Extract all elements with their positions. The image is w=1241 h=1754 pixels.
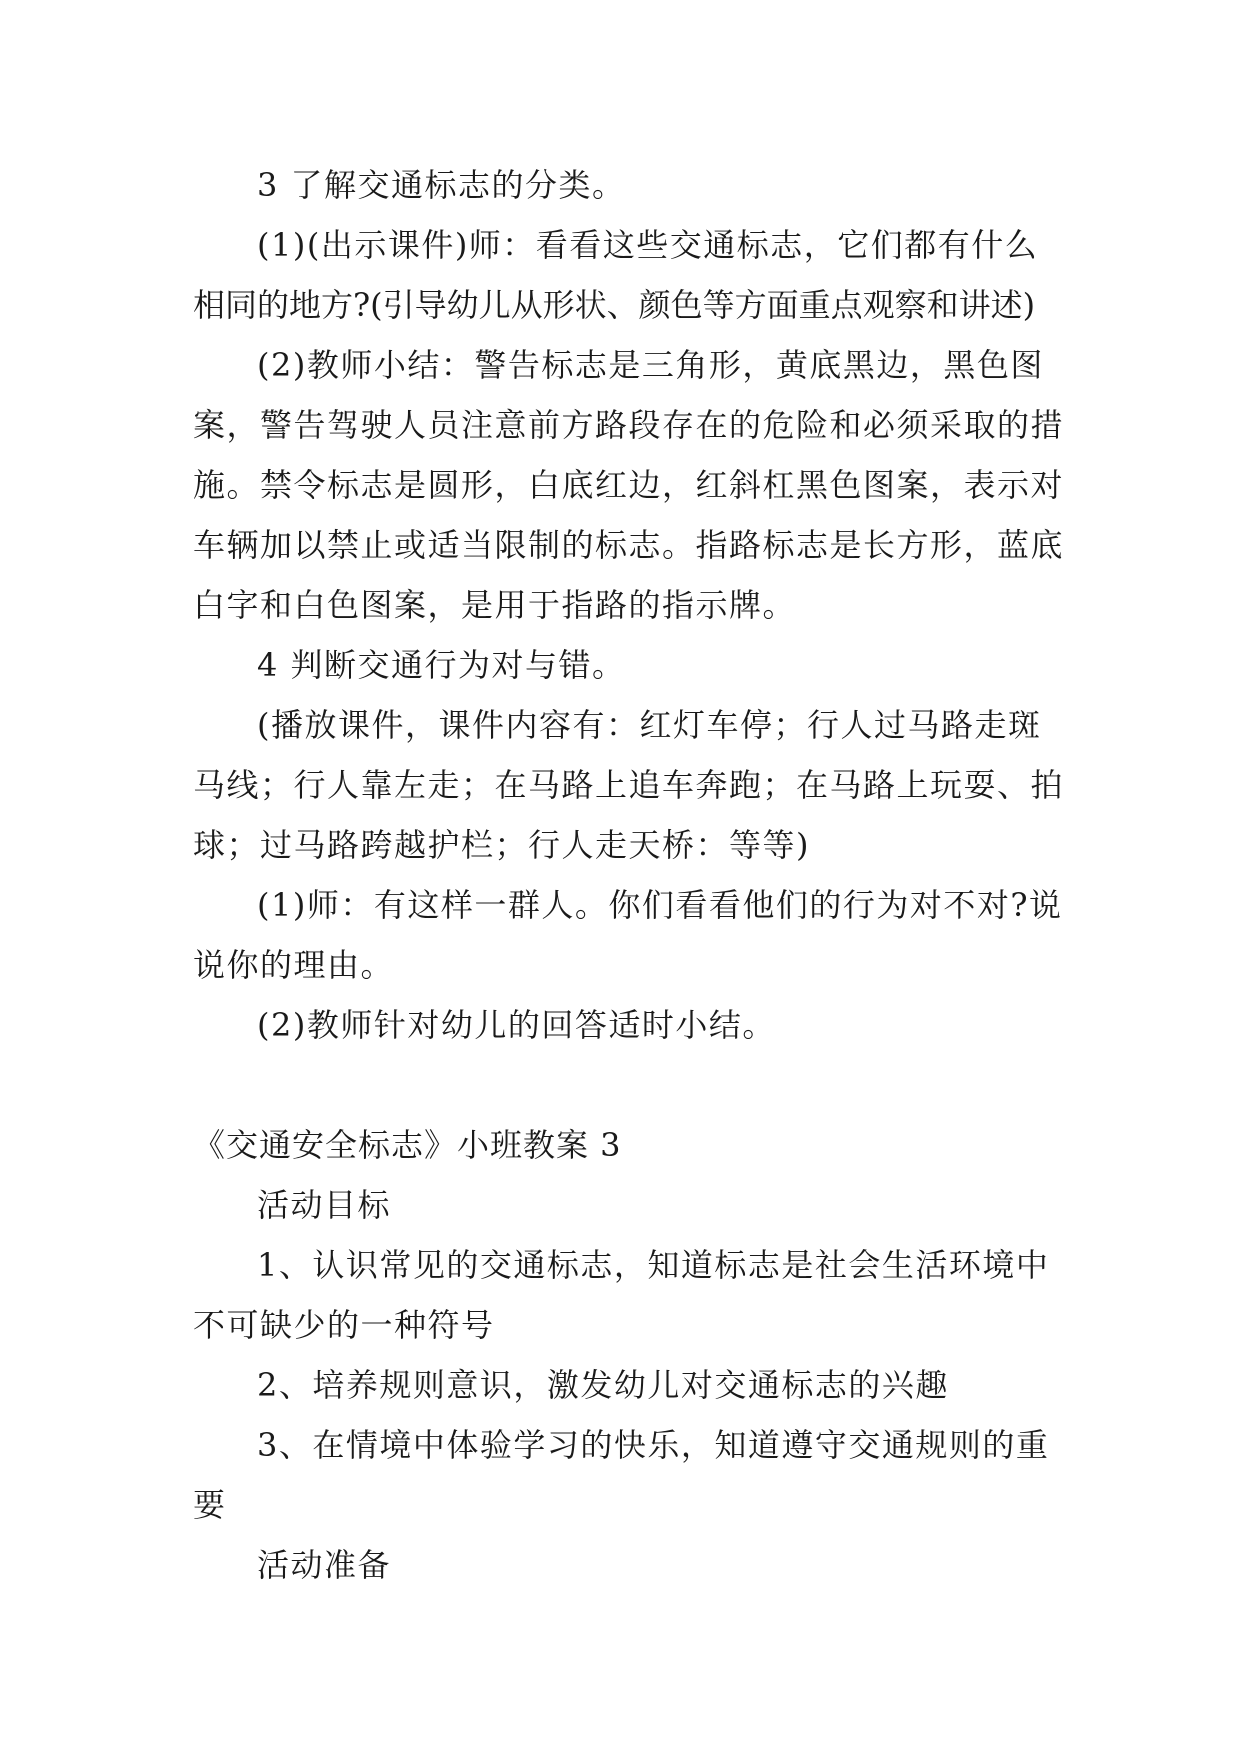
paragraph-line: (播放课件，课件内容有：红灯车停；行人过马路走斑: [257, 706, 1042, 744]
paragraph-line: 相同的地方?(引导幼儿从形状、颜色等方面重点观察和讲述): [193, 286, 1036, 324]
document-title: 《交通安全标志》小班教案 3: [193, 1126, 622, 1164]
paragraph-line: 球；过马路跨越护栏；行人走天桥：等等): [193, 826, 810, 864]
paragraph-line: 车辆加以禁止或适当限制的标志。指路标志是长方形，蓝底: [193, 526, 1065, 564]
preparation-heading: 活动准备: [257, 1546, 392, 1584]
paragraph-line: 施。禁令标志是圆形，白底红边，红斜杠黑色图案，表示对: [193, 466, 1065, 504]
paragraph-line: 不可缺少的一种符号: [193, 1306, 495, 1344]
section-heading-4: 4 判断交通行为对与错。: [257, 646, 626, 684]
paragraph-line: (1)(出示课件)师：看看这些交通标志，它们都有什么: [257, 226, 1039, 264]
paragraph-line: 白字和白色图案，是用于指路的指示牌。: [193, 586, 797, 624]
goals-heading: 活动目标: [257, 1186, 392, 1224]
paragraph-line: 2、培养规则意识，激发幼儿对交通标志的兴趣: [257, 1366, 949, 1404]
paragraph-line: 说你的理由。: [193, 946, 395, 984]
paragraph-line: (2)教师小结：警告标志是三角形，黄底黑边，黑色图: [257, 346, 1044, 384]
paragraph-line: (2)教师针对幼儿的回答适时小结。: [257, 1006, 776, 1044]
paragraph-line: 案，警告驾驶人员注意前方路段存在的危险和必须采取的措: [193, 406, 1065, 444]
paragraph-line: 3、在情境中体验学习的快乐，知道遵守交通规则的重: [257, 1426, 1050, 1464]
paragraph-line: 马线；行人靠左走；在马路上追车奔跑；在马路上玩耍、拍: [193, 766, 1065, 804]
paragraph-line: (1)师：有这样一群人。你们看看他们的行为对不对?说: [257, 886, 1063, 924]
paragraph-line: 1、认识常见的交通标志，知道标志是社会生活环境中: [257, 1246, 1050, 1284]
paragraph-line: 要: [193, 1486, 227, 1524]
section-heading-3: 3 了解交通标志的分类。: [257, 166, 626, 204]
